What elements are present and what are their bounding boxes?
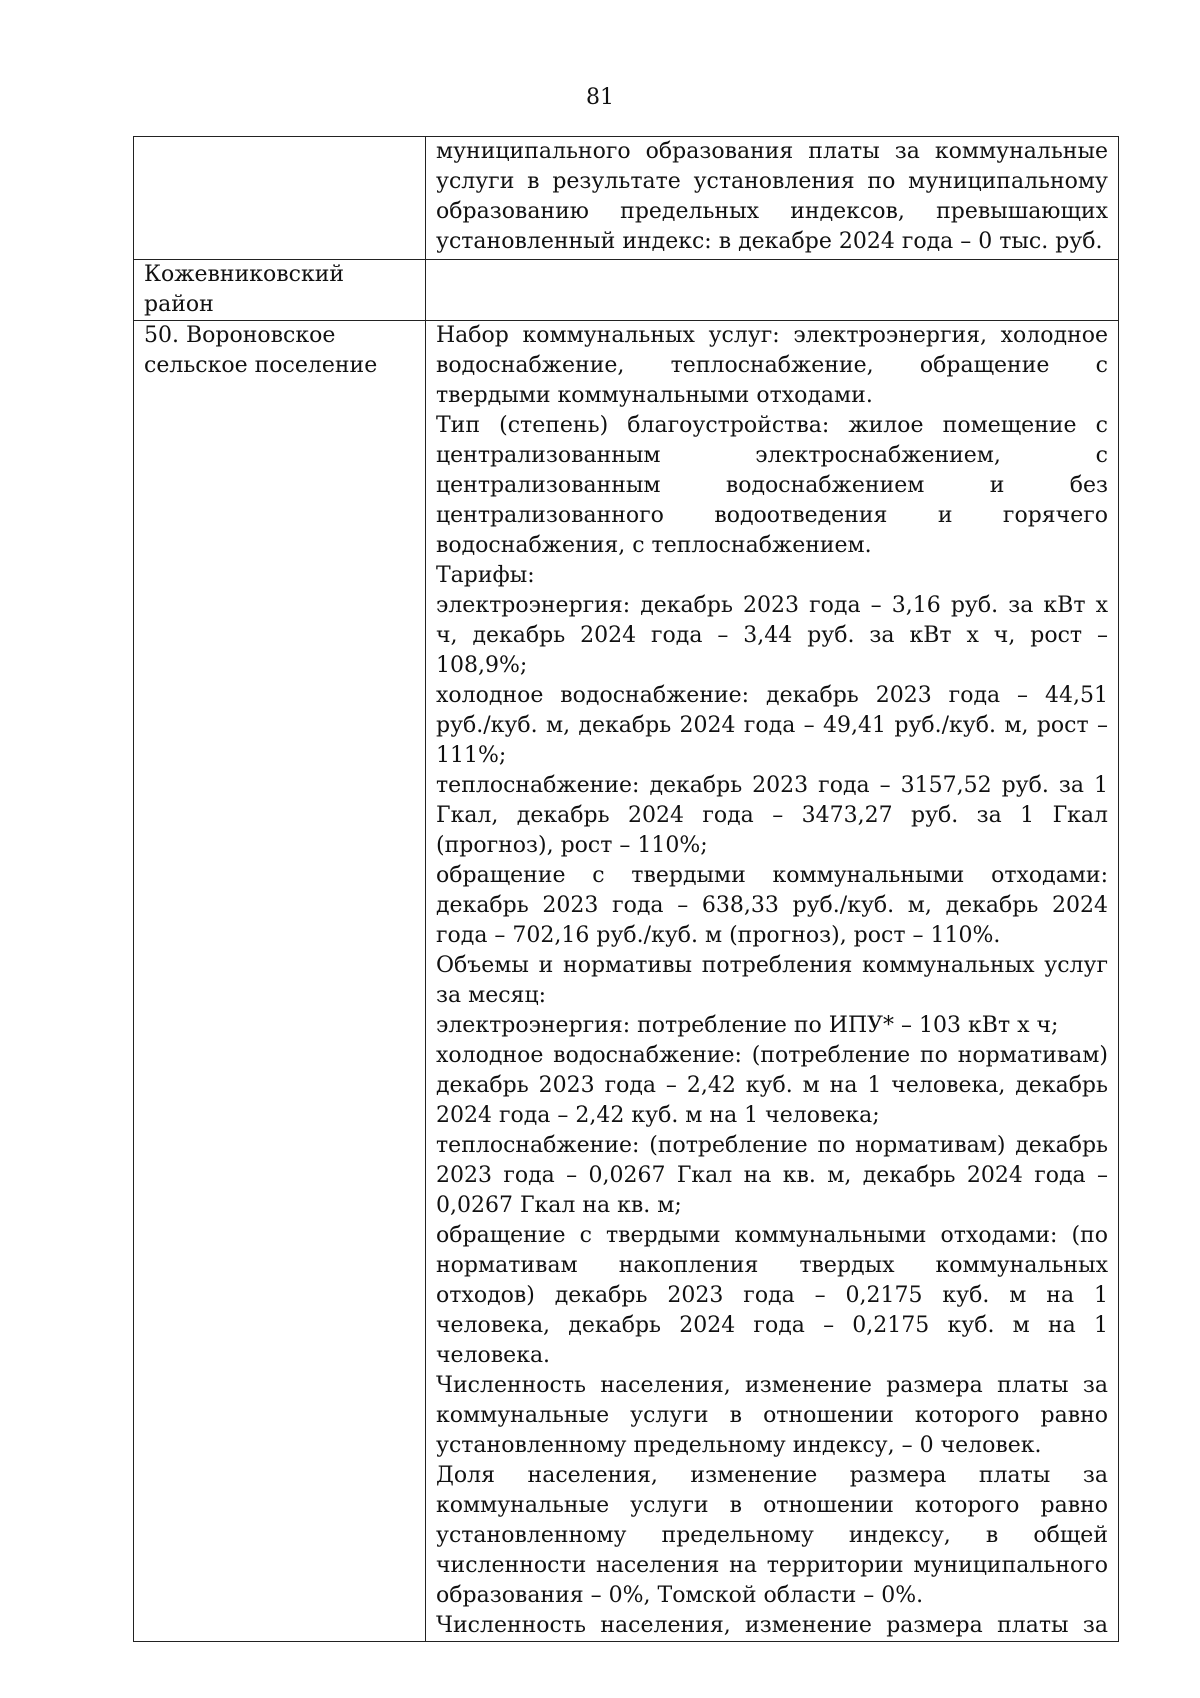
population-count-continued: Численность населения, изменение размера платы за <box>436 1613 1108 1638</box>
details-paragraph: муниципального образования платы за коммунальные услуги в результате установления по муниципальному образованию предельных индексов, превышающих установленный индекс: в декабре 2024 года – 0 тыс. руб. <box>436 139 1108 254</box>
details-cell <box>426 321 1119 1642</box>
page-number: 81 <box>586 85 614 110</box>
municipality-cell <box>134 137 426 260</box>
table-row <box>134 321 1119 1642</box>
municipal-tariff-table <box>133 136 1119 1642</box>
tariff-cold-water: холодное водоснабжение: декабрь 2023 года – 44,51 руб./куб. м, декабрь 2024 года – 49,41 руб./куб. м, рост – 111%; <box>436 683 1108 768</box>
consumption-electricity: электроэнергия: потребление по ИПУ* – 103 кВт х ч; <box>436 1013 1059 1038</box>
services-set-paragraph: Набор коммунальных услуг: электроэнергия, холодное водоснабжение, теплоснабжение, обращение с твердыми коммунальными отходами. <box>436 323 1108 408</box>
tariffs-heading: Тарифы: <box>436 563 535 588</box>
table-row-district <box>134 260 1119 321</box>
details-cell <box>426 137 1119 260</box>
municipality-cell: 50. Вороновское сельское поселение <box>134 321 426 1642</box>
details-cell-empty <box>426 260 1119 321</box>
tariff-electricity: электроэнергия: декабрь 2023 года – 3,16 руб. за кВт х ч, декабрь 2024 года – 3,44 руб. за кВт х ч, рост – 108,9%; <box>436 593 1108 678</box>
consumption-heating: теплоснабжение: (потребление по нормативам) декабрь 2023 года – 0,0267 Гкал на кв. м, декабрь 2024 года – 0,0267 Гкал на кв. м; <box>436 1133 1108 1218</box>
consumption-heading: Объемы и нормативы потребления коммунальных услуг за месяц: <box>436 953 1108 1008</box>
population-count-paragraph: Численность населения, изменение размера платы за коммунальные услуги в отношении которого равно установленному предельному индексу, – 0 человек. <box>436 1373 1108 1458</box>
improvement-type-paragraph: Тип (степень) благоустройства: жилое помещение с централизованным электроснабжением, с централизованным водоснабжением и без централизованного водоотведения и горячего водоснабжения, с теплоснабжением. <box>436 413 1108 558</box>
consumption-solid-waste: обращение с твердыми коммунальными отходами: (по нормативам накопления твердых коммунальных отходов) декабрь 2023 года – 0,2175 куб. м на 1 человека, декабрь 2024 года – 0,2175 куб. м на 1 человека. <box>436 1223 1108 1368</box>
tariff-solid-waste: обращение с твердыми коммунальными отходами: декабрь 2023 года – 638,33 руб./куб. м, декабрь 2024 года – 702,16 руб./куб. м (прогноз), рост – 110%. <box>436 863 1108 948</box>
consumption-cold-water: холодное водоснабжение: (потребление по нормативам) декабрь 2023 года – 2,42 куб. м на 1 человека, декабрь 2024 года – 2,42 куб. м на 1 человека; <box>436 1043 1108 1128</box>
tariff-heating: теплоснабжение: декабрь 2023 года – 3157,52 руб. за 1 Гкал, декабрь 2024 года – 3473,27 руб. за 1 Гкал (прогноз), рост – 110%; <box>436 773 1108 858</box>
district-name: Кожевниковский район <box>134 260 426 321</box>
population-share-paragraph: Доля населения, изменение размера платы за коммунальные услуги в отношении которого равно установленному предельному индексу, в общей численности населения на территории муниципального образования – 0%, Томской области – 0%. <box>436 1463 1108 1608</box>
table-row <box>134 137 1119 260</box>
